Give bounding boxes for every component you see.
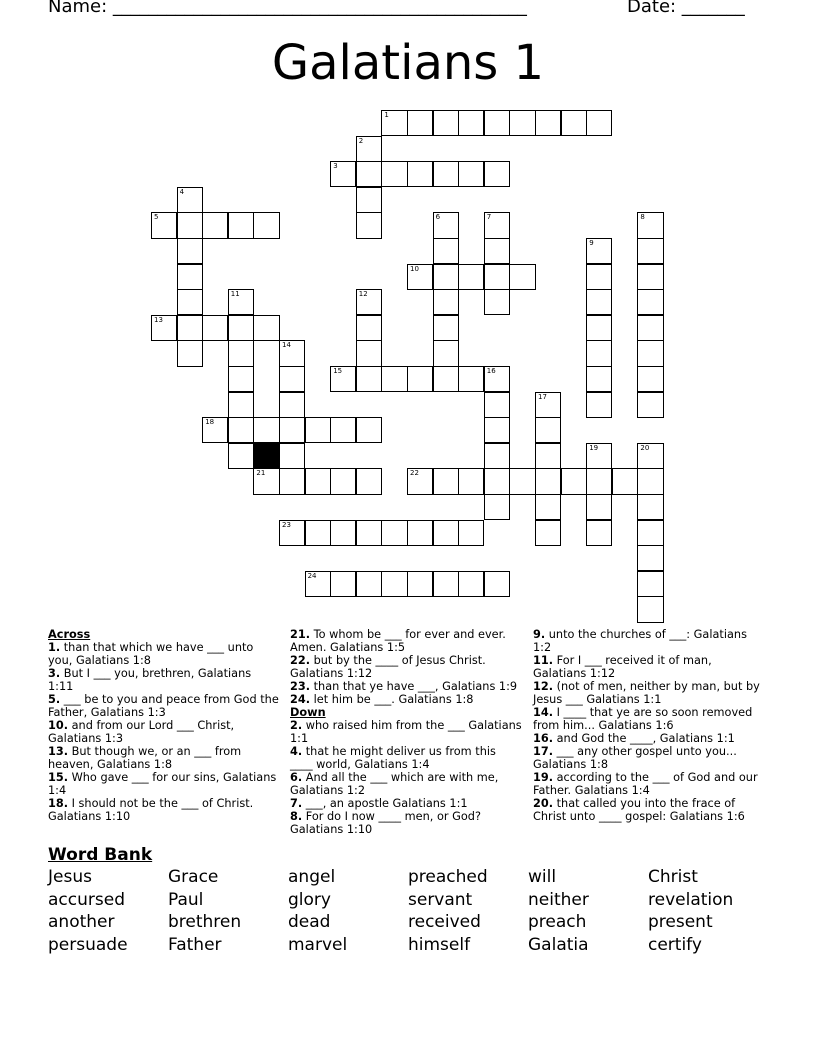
clue-text: unto the churches of ___: Galatians 1:2 (533, 628, 747, 654)
clue-number: 24 (307, 571, 317, 580)
grid-cell[interactable] (330, 366, 356, 392)
grid-cell[interactable] (177, 238, 203, 264)
grid-cell[interactable] (561, 110, 587, 136)
grid-cell[interactable] (509, 264, 535, 290)
clue (290, 654, 522, 680)
grid-cell[interactable] (586, 315, 612, 341)
clues-column-1 (48, 628, 280, 823)
word-bank (48, 867, 768, 958)
grid-cell[interactable] (330, 468, 356, 494)
clue (533, 680, 765, 706)
grid-cell[interactable] (279, 468, 305, 494)
clue-label: 6. (290, 771, 303, 784)
name-field: Name: ______________________________________________ (48, 0, 527, 17)
grid-cell[interactable] (586, 264, 612, 290)
grid-cell[interactable] (484, 468, 510, 494)
clue-text: according to the ___ of God and our Father. Galatians 1:4 (533, 771, 758, 797)
grid-cell[interactable] (356, 417, 382, 443)
grid-cell[interactable] (330, 520, 356, 546)
clue-text: For I ___ received it of man, Galatians 1:12 (533, 654, 712, 680)
grid-cell[interactable] (330, 161, 356, 187)
word-bank-item: preached (408, 867, 488, 887)
clue-number: 10 (410, 264, 419, 273)
grid-cell[interactable] (458, 366, 484, 392)
grid-cell[interactable] (458, 161, 484, 187)
word-bank-item: Father (168, 935, 222, 956)
clue-label: 4. (290, 745, 303, 758)
clue-text: that he might deliver us from this ____ world, Galatians 1:4 (290, 745, 496, 771)
grid-cell[interactable] (279, 340, 305, 366)
grid-cell[interactable] (279, 417, 305, 443)
grid-cell[interactable] (637, 596, 663, 622)
grid-cell[interactable] (407, 468, 433, 494)
grid-cell[interactable] (177, 264, 203, 290)
clue-label: 23. (290, 680, 311, 693)
clue-label: 7. (290, 797, 303, 810)
clue-number: 6 (435, 213, 441, 222)
clue-text: And all the ___ which are with me, Galatians 1:2 (290, 771, 499, 797)
clue-label: 21. (290, 628, 311, 641)
grid-cell[interactable] (381, 110, 407, 136)
clue-label: 3. (48, 667, 61, 680)
clue-label: 24. (290, 693, 311, 706)
grid-cell[interactable] (228, 417, 254, 443)
clue (533, 654, 765, 680)
grid-cell[interactable] (356, 161, 382, 187)
word-bank-item: persuade (48, 935, 128, 956)
clue-number: 5 (154, 213, 159, 222)
grid-cell[interactable] (177, 315, 203, 341)
grid-cell[interactable] (202, 315, 228, 341)
word-bank-item: Jesus (48, 867, 92, 887)
grid-cell[interactable] (637, 571, 663, 597)
grid-cell[interactable] (407, 264, 433, 290)
word-bank-item: Galatia (528, 935, 589, 956)
grid-cell[interactable] (484, 238, 510, 264)
word-bank-item: preach (528, 912, 587, 933)
clue (48, 745, 280, 771)
grid-cell[interactable] (381, 161, 407, 187)
clue (48, 797, 280, 823)
grid-cell[interactable] (228, 366, 254, 392)
grid-cell[interactable] (484, 417, 510, 443)
clue (290, 693, 522, 706)
clue-number: 7 (486, 213, 492, 222)
clue-number: 1 (384, 111, 389, 119)
grid-cell[interactable] (637, 392, 663, 418)
clue-number: 17 (538, 392, 547, 401)
word-bank-item: accursed (48, 889, 125, 910)
grid-cell[interactable] (433, 212, 459, 238)
grid-cell[interactable] (586, 443, 612, 469)
grid-cell[interactable] (356, 136, 382, 162)
clue (48, 641, 280, 667)
clue-text: but by the ____ of Jesus Christ. Galatians 1:12 (290, 654, 486, 680)
clue-number: 20 (640, 443, 650, 452)
word-bank-title: Word Bank (48, 845, 153, 865)
clue-number: 16 (486, 367, 496, 375)
clue (533, 745, 765, 771)
clue (290, 745, 522, 771)
clue-label: 5. (48, 693, 61, 706)
grid-cell[interactable] (356, 340, 382, 366)
clue (48, 667, 280, 693)
grid-cell[interactable] (253, 417, 279, 443)
grid-cell[interactable] (535, 417, 561, 443)
word-bank-item: certify (648, 935, 702, 956)
clue-number: 12 (358, 290, 368, 299)
clue-label: 19. (533, 771, 554, 784)
down-clue-list-continued (533, 628, 765, 823)
clue-text: But I ___ you, brethren, Galatians 1:11 (48, 667, 252, 693)
clue-text: Who gave ___ for our sins, Galatians 1:4 (48, 771, 277, 797)
page-title: Galatians 1 (271, 35, 545, 91)
word-bank-item: present (648, 912, 713, 933)
clue (48, 771, 280, 797)
clue-number: 8 (640, 213, 645, 222)
grid-cell[interactable] (228, 340, 254, 366)
grid-cell[interactable] (433, 289, 459, 315)
word-bank-item: himself (408, 935, 471, 956)
grid-cell[interactable] (356, 520, 382, 546)
grid-cell[interactable] (535, 520, 561, 546)
grid-cell[interactable] (484, 212, 510, 238)
grid-cell[interactable] (586, 392, 612, 418)
clue-text: I ____ that ye are so soon removed from him... Galatians 1:6 (533, 706, 753, 732)
clue-label: 16. (533, 732, 554, 745)
clue-label: 1. (48, 641, 61, 654)
clue-text: who raised him from the ___ Galatians 1:1 (290, 719, 522, 745)
grid-cell[interactable] (228, 392, 254, 418)
grid-cell[interactable] (484, 110, 510, 136)
grid-cell[interactable] (356, 187, 382, 213)
clues-column-3 (533, 628, 765, 823)
grid-cell[interactable] (407, 520, 433, 546)
grid-cell[interactable] (407, 366, 433, 392)
word-bank-item: dead (288, 912, 331, 933)
clue-number: 22 (410, 469, 419, 478)
grid-cell[interactable] (535, 392, 561, 418)
clue-text: ___, an apostle Galatians 1:1 (302, 797, 468, 810)
clues-column-2 (290, 628, 522, 836)
grid-cell[interactable] (177, 289, 203, 315)
grid-cell[interactable] (177, 340, 203, 366)
grid-cell[interactable] (535, 494, 561, 520)
clue (290, 810, 522, 836)
grid-cell[interactable] (509, 110, 535, 136)
clue (533, 628, 765, 654)
word-bank-item: neither (528, 889, 589, 910)
clue-text: To whom be ___ for ever and ever. Amen. Galatians 1:5 (290, 628, 506, 654)
grid-cell[interactable] (612, 468, 638, 494)
clue-label: 17. (533, 745, 554, 758)
clue-text: But though we, or an ___ from heaven, Galatians 1:8 (48, 745, 242, 771)
grid-cell[interactable] (433, 264, 459, 290)
grid-cell[interactable] (484, 443, 510, 469)
word-bank-item: glory (288, 889, 331, 910)
clue-text: than that ye have ___, Galatians 1:9 (310, 680, 518, 693)
grid-cell[interactable] (433, 238, 459, 264)
grid-cell[interactable] (637, 366, 663, 392)
clue-number: 15 (333, 367, 343, 375)
black-square (253, 443, 279, 469)
grid-cell[interactable] (433, 571, 459, 597)
grid-cell[interactable] (637, 520, 663, 546)
clue-number: 21 (256, 469, 266, 478)
down-heading: Down (290, 706, 326, 719)
grid-cell[interactable] (305, 417, 331, 443)
grid-cell[interactable] (484, 366, 510, 392)
grid-cell[interactable] (637, 289, 663, 315)
grid-cell[interactable] (484, 161, 510, 187)
grid-cell[interactable] (279, 366, 305, 392)
clue-label: 8. (290, 810, 303, 823)
grid-cell[interactable] (458, 264, 484, 290)
grid-cell[interactable] (356, 289, 382, 315)
clue (533, 732, 765, 745)
clue-text: ___ any other gospel unto you... Galatians 1:8 (533, 745, 737, 771)
clue-number: 9 (589, 239, 594, 247)
clue (290, 797, 522, 810)
word-bank-item: angel (288, 867, 336, 887)
clue-number: 4 (179, 187, 185, 196)
clue-number: 3 (333, 162, 338, 171)
grid-cell[interactable] (637, 494, 663, 520)
grid-cell[interactable] (253, 212, 279, 238)
clue-label: 18. (48, 797, 69, 810)
clue-label: 15. (48, 771, 69, 784)
grid-cell[interactable] (202, 417, 228, 443)
grid-cell[interactable] (458, 520, 484, 546)
clue-text: ___ be to you and peace from God the Father, Galatians 1:3 (48, 693, 279, 719)
grid-cell[interactable] (305, 571, 331, 597)
grid-cell[interactable] (586, 494, 612, 520)
grid-cell[interactable] (151, 315, 177, 341)
word-bank-item: Grace (168, 867, 219, 887)
clue-number: 19 (589, 443, 599, 452)
grid-cell[interactable] (202, 212, 228, 238)
grid-cell[interactable] (561, 468, 587, 494)
clue-number: 11 (230, 290, 240, 299)
grid-cell[interactable] (279, 392, 305, 418)
clue-label: 22. (290, 654, 311, 667)
grid-cell[interactable] (356, 468, 382, 494)
grid-cell[interactable] (586, 340, 612, 366)
grid-cell[interactable] (305, 468, 331, 494)
grid-cell[interactable] (586, 110, 612, 136)
grid-cell[interactable] (177, 187, 203, 213)
grid-cell[interactable] (484, 264, 510, 290)
grid-cell[interactable] (279, 520, 305, 546)
grid-cell[interactable] (381, 571, 407, 597)
word-bank-item: servant (408, 889, 473, 910)
grid-cell[interactable] (228, 289, 254, 315)
clue-text: For do I now ____ men, or God? Galatians 1:10 (290, 810, 481, 836)
across-clue-list-continued (290, 628, 522, 706)
grid-cell[interactable] (535, 443, 561, 469)
word-bank-item: Paul (168, 889, 204, 910)
grid-cell[interactable] (381, 366, 407, 392)
word-bank-item: revelation (648, 889, 734, 910)
grid-cell[interactable] (484, 571, 510, 597)
clue-number: 23 (282, 520, 291, 529)
grid-cell[interactable] (637, 545, 663, 571)
grid-cell[interactable] (458, 468, 484, 494)
word-bank-item: Christ (648, 867, 698, 887)
clue-label: 2. (290, 719, 303, 732)
clue (290, 719, 522, 745)
grid-cell[interactable] (433, 110, 459, 136)
clue-number: 2 (358, 136, 364, 145)
clue-text: and God the ____, Galatians 1:1 (553, 732, 735, 745)
grid-cell[interactable] (253, 468, 279, 494)
grid-cell[interactable] (586, 520, 612, 546)
clue-text: I should not be the ___ of Christ. Galatians 1:10 (48, 797, 254, 823)
across-clue-list (48, 641, 280, 823)
date-field: Date: _______ (627, 0, 745, 17)
grid-cell[interactable] (586, 468, 612, 494)
grid-cell[interactable] (177, 212, 203, 238)
clue-text: that called you into the frace of Christ unto ____ gospel: Galatians 1:6 (533, 797, 745, 823)
grid-cell[interactable] (305, 520, 331, 546)
word-bank-item: marvel (288, 935, 348, 956)
grid-cell[interactable] (484, 289, 510, 315)
grid-cell[interactable] (637, 238, 663, 264)
clue-text: and from our Lord ___ Christ, Galatians 1:3 (48, 719, 235, 745)
grid-cell[interactable] (637, 212, 663, 238)
clue-number: 14 (282, 341, 291, 350)
clue (533, 706, 765, 732)
grid-cell[interactable] (228, 212, 254, 238)
clue-label: 12. (533, 680, 554, 693)
grid-cell[interactable] (637, 264, 663, 290)
grid-cell[interactable] (637, 315, 663, 341)
grid-cell[interactable] (484, 494, 510, 520)
grid-cell[interactable] (279, 443, 305, 469)
grid-cell[interactable] (458, 110, 484, 136)
grid-cell[interactable] (381, 520, 407, 546)
grid-cell[interactable] (433, 315, 459, 341)
clue-label: 13. (48, 745, 69, 758)
word-bank-item: brethren (168, 912, 242, 933)
grid-cell[interactable] (637, 340, 663, 366)
clue (290, 771, 522, 797)
grid-cell[interactable] (253, 315, 279, 341)
grid-cell[interactable] (433, 468, 459, 494)
grid-cell[interactable] (535, 468, 561, 494)
clue-number: 13 (154, 315, 163, 324)
grid-cell[interactable] (330, 417, 356, 443)
grid-cell[interactable] (330, 571, 356, 597)
clue (290, 628, 522, 654)
clue-label: 20. (533, 797, 554, 810)
grid-cell[interactable] (356, 366, 382, 392)
clue (533, 771, 765, 797)
grid-cell[interactable] (356, 212, 382, 238)
grid-cell[interactable] (535, 110, 561, 136)
clue (290, 680, 522, 693)
grid-cell[interactable] (407, 161, 433, 187)
clue (48, 719, 280, 745)
word-bank-item: another (48, 912, 115, 933)
down-clue-list (290, 719, 522, 836)
clue-text: let him be ___. Galatians 1:8 (310, 693, 474, 706)
grid-cell[interactable] (586, 289, 612, 315)
grid-cell[interactable] (151, 212, 177, 238)
clue-number: 18 (205, 418, 215, 427)
grid-cell[interactable] (586, 238, 612, 264)
clue-label: 11. (533, 654, 554, 667)
grid-cell[interactable] (637, 443, 663, 469)
grid-cell[interactable] (356, 315, 382, 341)
grid-cell[interactable] (509, 468, 535, 494)
grid-cell[interactable] (484, 392, 510, 418)
grid-cell[interactable] (433, 340, 459, 366)
clue-label: 9. (533, 628, 546, 641)
grid-cell[interactable] (433, 366, 459, 392)
grid-cell[interactable] (586, 366, 612, 392)
grid-cell[interactable] (407, 110, 433, 136)
grid-cell[interactable] (458, 571, 484, 597)
across-heading: Across (48, 628, 91, 641)
clue (48, 693, 280, 719)
grid-cell[interactable] (433, 520, 459, 546)
grid-cell[interactable] (356, 571, 382, 597)
grid-cell[interactable] (433, 161, 459, 187)
grid-cell[interactable] (228, 443, 254, 469)
clue-label: 14. (533, 706, 554, 719)
grid-cell[interactable] (228, 315, 254, 341)
word-bank-item: will (528, 867, 557, 887)
clue-text: (not of men, neither by man, but by Jesus ___ Galatians 1:1 (533, 680, 760, 706)
clue (533, 797, 765, 823)
clue-text: than that which we have ___ unto you, Galatians 1:8 (48, 641, 254, 667)
grid-cell[interactable] (407, 571, 433, 597)
word-bank-item: received (408, 912, 481, 933)
clue-label: 10. (48, 719, 69, 732)
grid-cell[interactable] (637, 468, 663, 494)
